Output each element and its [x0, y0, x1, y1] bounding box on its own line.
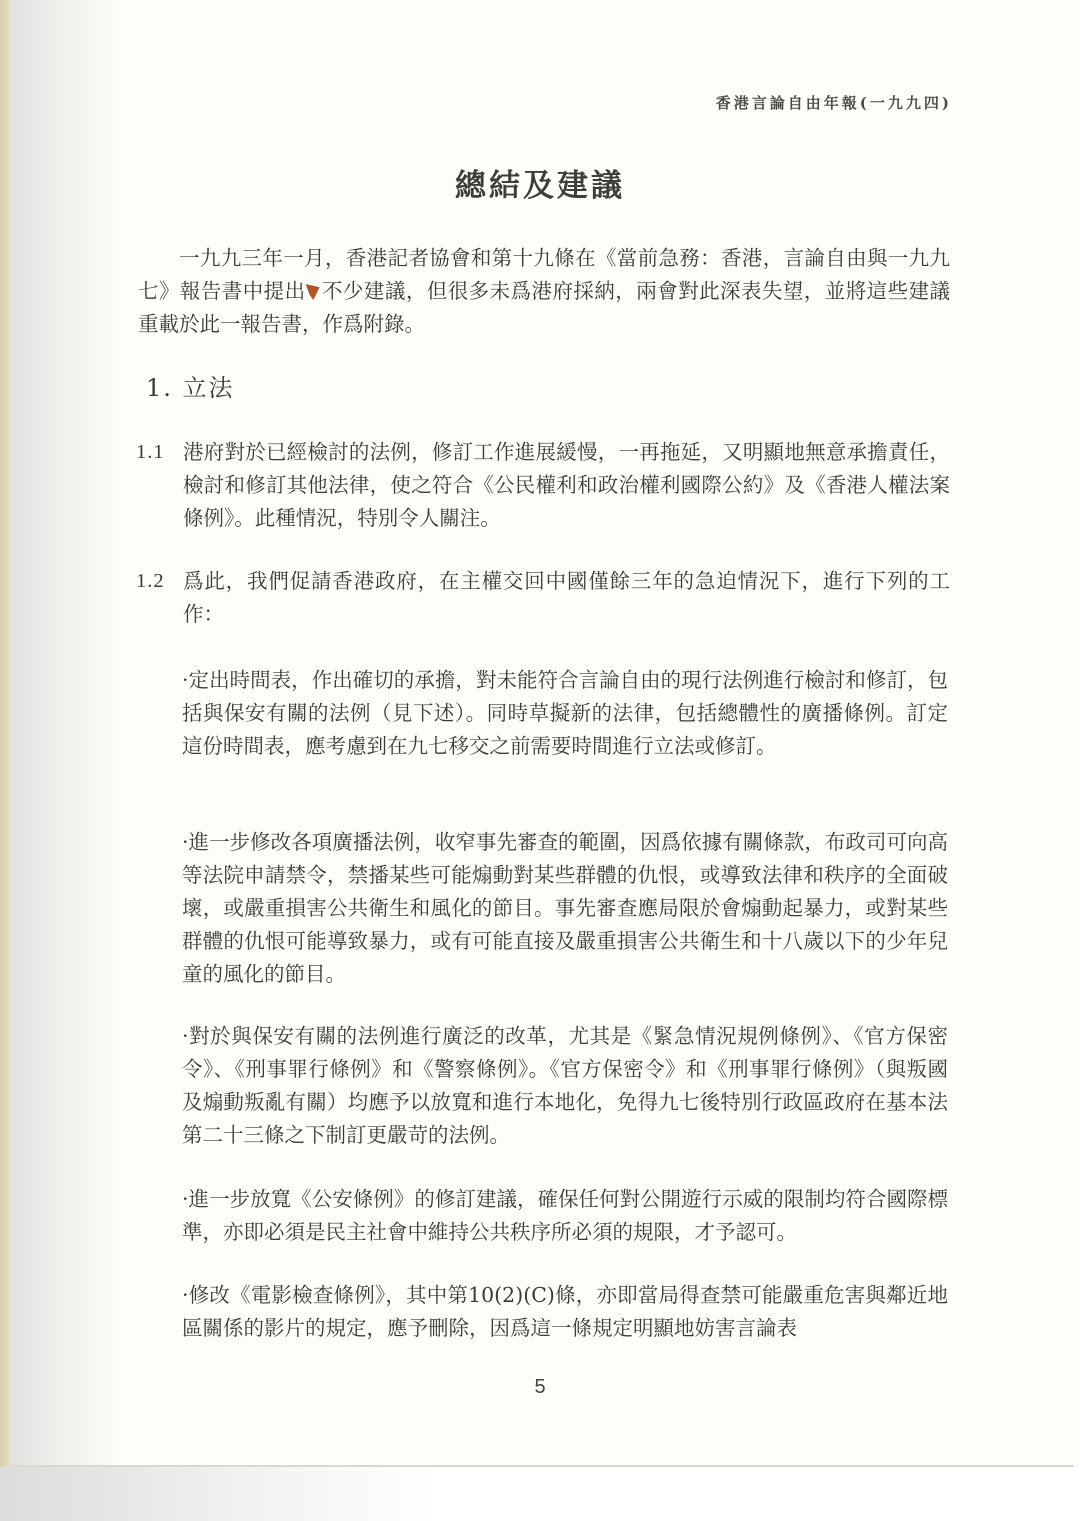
- item-text: 爲此，我們促請香港政府，在主權交回中國僅餘三年的急迫情況下，進行下列的工作：: [183, 569, 950, 626]
- item-text: 港府對於已經檢討的法例，修訂工作進展緩慢，一再拖延，又明顯地無意承擔責任，檢討和修訂其他法律，使之符合《公民權利和政治權利國際公約》及《香港人權法案條例》。此種情況，特別令人關注。: [183, 440, 950, 530]
- page-number: 5: [534, 1376, 546, 1398]
- item-number: 1.2: [136, 570, 165, 592]
- bullet-item-timetable: ·定出時間表，作出確切的承擔，對未能符合言論自由的現行法例進行檢討和修訂，包括與保安有關的法例（見下述）。同時草擬新的法律，包括總體性的廣播條例。訂定這份時間表，應考慮到在九七移交之前需要時間進行立法或修訂。: [182, 668, 948, 758]
- intro-text-part-2: 不少建議，但很多未爲港府採納，兩會對此深表失望，並將這些建議重載於此一報告書，作爲附錄。: [138, 279, 951, 336]
- section-heading-legislation: 1. 立法: [146, 374, 235, 402]
- bullet-item-public-order: ·進一步放寬《公安條例》的修訂建議，確保任何對公開遊行示威的限制均符合國際標準，亦即必須是民主社會中維持公共秩序所必須的規限，才予認可。: [182, 1187, 948, 1244]
- bullet-item-broadcasting: ·進一步修改各項廣播法例，收窄事先審查的範圍，因爲依據有關條款，布政司可向高等法院申請禁令，禁播某些可能煽動對某些群體的仇恨，或導致法律和秩序的全面破壞，或嚴重損害公共衛生和風化的節目。事先審查應局限於會煽動起暴力，或對某些群體的仇恨可能導致暴力，或有可能直接及嚴重損害公共衛生和十八歲以下的少年兒童的風化的節目。: [182, 830, 948, 986]
- intro-paragraph: [138, 242, 950, 341]
- page-title: 總結及建議: [455, 168, 625, 204]
- intro-text-part-1: 一九九三年一月，香港記者協會和第十九條在《當前急務：香港，言論自由與一九九七》報告書中提出: [138, 246, 950, 303]
- item-number: 1.1: [136, 441, 165, 463]
- ink-mark-icon: [306, 284, 320, 300]
- bullet-item-film-censorship: ·修改《電影檢查條例》，其中第10(2)(C)條，亦即當局得查禁可能嚴重危害與鄰近地區關係的影片的規定，應予刪除，因爲這一條規定明顯地妨害言論表: [182, 1283, 948, 1340]
- bullet-item-security-laws: ·對於與保安有關的法例進行廣泛的改革，尤其是《緊急情況規例條例》、《官方保密令》、《刑事罪行條例》和《警察條例》。《官方保密令》和《刑事罪行條例》（與叛國及煽動叛亂有關）均應予以放寬和進行本地化，免得九七後特別行政區政府在基本法第二十三條之下制訂更嚴苛的法例。: [182, 1024, 948, 1147]
- running-header: 香港言論自由年報(一九九四): [715, 94, 952, 112]
- scan-background-below: [0, 1467, 1080, 1521]
